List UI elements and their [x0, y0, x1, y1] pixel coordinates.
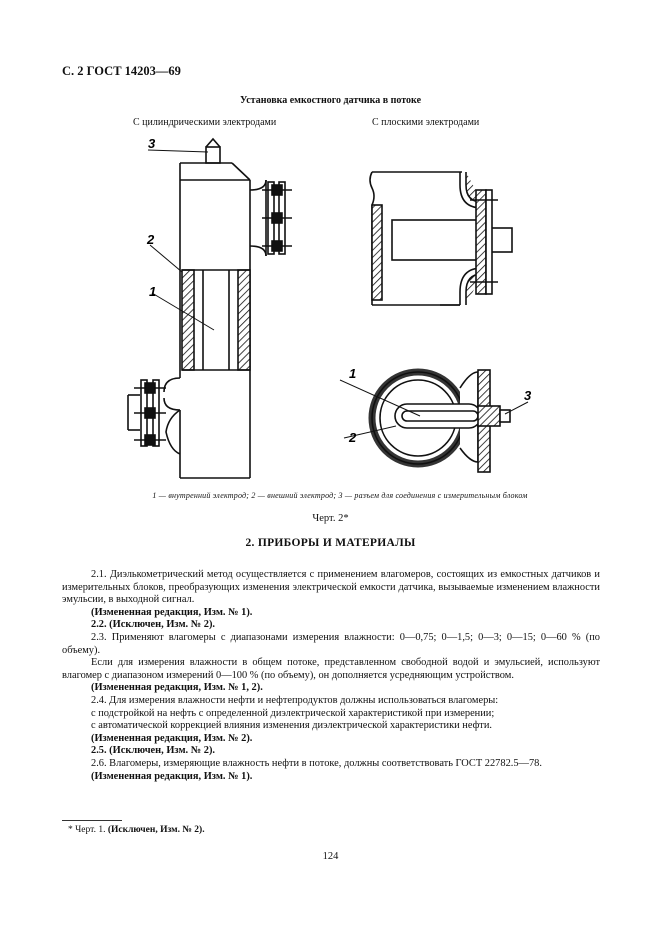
page-header: С. 2 ГОСТ 14203—69 [62, 64, 181, 78]
paragraph: 2.1. Диэлькометрический метод осуществляется с применением влагомеров, состоящих из емкостных датчиков и измерительных блоков, преобразующих изменения электрической емкости датчика, вызываемые изменением влажности эмульсии, в выходной сигнал. [62, 569, 600, 606]
caption-num-1: 1 [152, 491, 157, 500]
body-text [62, 569, 600, 783]
paragraph: 2.2. (Исключен, Изм. № 2). [91, 619, 216, 631]
figure-number: Черт. 2* [312, 513, 349, 524]
paragraph: 2.5. (Исключен, Изм. № 2). [91, 745, 216, 757]
footnote-bold: (Исключен, Изм. № 2). [107, 825, 205, 835]
footnote-prefix: * Черт. 1. [68, 825, 108, 835]
paragraph: Если для измерения влажности в общем потоке, представленном свободной водой и эмульсией, используют влагомер с диапазоном измерений 0—100 % (по объему), он дополняется усредняющим устройством. [62, 657, 600, 681]
caption-num-3: 3 [338, 491, 343, 500]
cylindrical-sensor-drawing [128, 139, 292, 478]
paragraph: 2.3. Применяют влагомеры с диапазонами измерения влажности: 0—0,75; 0—1,5; 0—3; 0—15; 0—60 % (по объему). [62, 631, 600, 656]
paragraph: с автоматической коррекцией влияния изменения диэлектрической характеристики нефти. [91, 720, 493, 732]
label-2-right: 2 [349, 430, 357, 445]
label-3-right: 3 [524, 388, 532, 403]
label-2-left: 2 [147, 232, 155, 247]
figure-right-subtitle: С плоскими электродами [372, 117, 480, 128]
paragraph: (Измененная редакция, Изм. № 1, 2). [91, 682, 263, 694]
figure-left-subtitle: С цилиндрическими электродами [133, 117, 277, 128]
paragraph: 2.4. Для измерения влажности нефти и нефтепродуктов должны использоваться влагомеры: [91, 694, 499, 706]
footnote [68, 825, 205, 835]
caption-num-2: 2 [251, 491, 256, 500]
paragraph: 2.6. Влагомеры, измеряющие влажность нефти в потоке, должны соответствовать ГОСТ 22782.5—78. [91, 757, 542, 769]
footnote-rule [62, 820, 122, 821]
section-title: 2. ПРИБОРЫ И МАТЕРИАЛЫ [245, 537, 416, 549]
paragraph: с подстройкой на нефть с определенной диэлектрической характеристикой при измерении; [91, 707, 495, 719]
figure-title: Установка емкостного датчика в потоке [239, 95, 422, 106]
caption-text-3: — разъем для соединения с измерительным блоком [342, 491, 528, 500]
caption-text-2: — внешний электрод; [255, 491, 339, 500]
label-1-left: 1 [149, 284, 157, 299]
paragraph: (Измененная редакция, Изм. № 1). [91, 770, 253, 782]
paragraph: (Измененная редакция, Изм. № 1). [91, 606, 253, 618]
figure-caption [60, 491, 620, 500]
flat-sensor-side-drawing [370, 172, 512, 305]
label-1-right: 1 [349, 366, 357, 381]
caption-text-1: — внутренний электрод; [156, 491, 252, 500]
paragraph: (Измененная редакция, Изм. № 2). [91, 732, 253, 744]
label-3-left: 3 [148, 136, 156, 151]
flat-sensor-section-drawing [340, 370, 528, 472]
page-number: 124 [322, 851, 339, 862]
